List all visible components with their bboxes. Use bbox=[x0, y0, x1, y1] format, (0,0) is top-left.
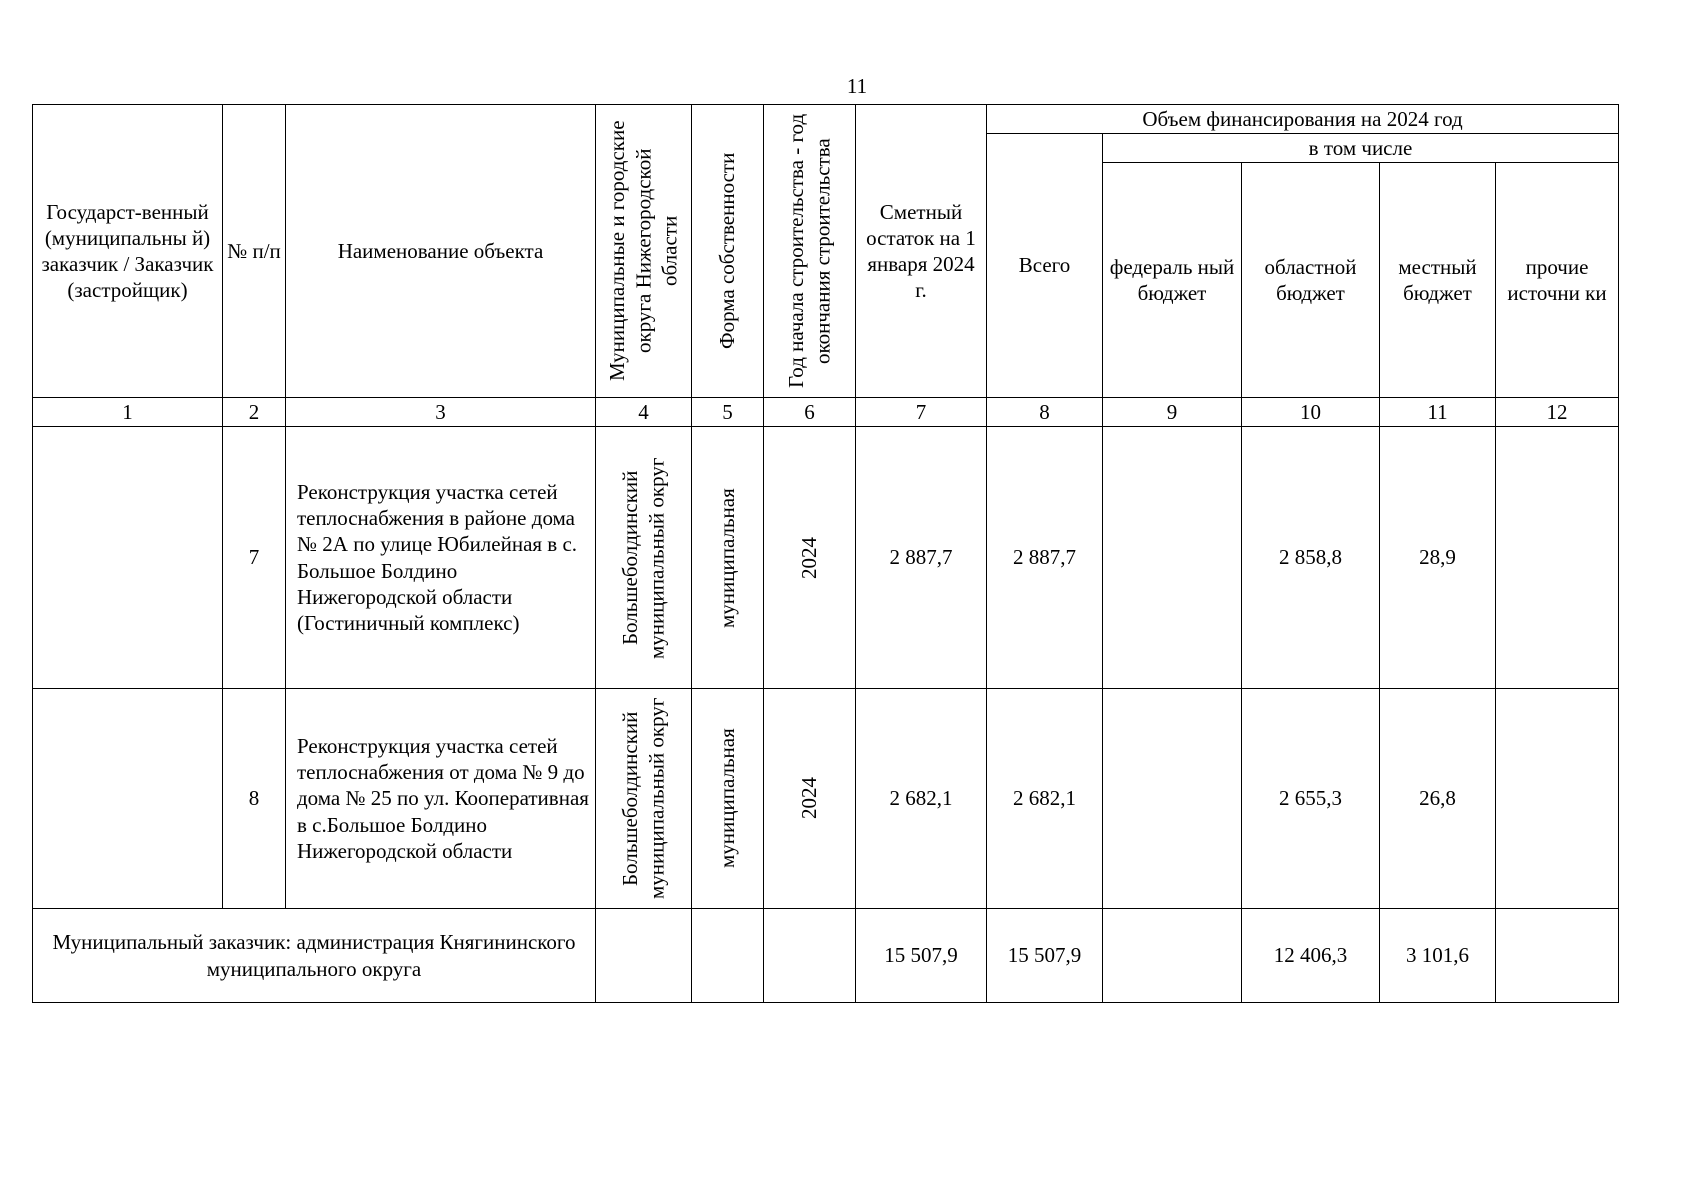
header-regional-budget-label: областной бюджет bbox=[1264, 254, 1357, 305]
row-ownership-label: муниципальная bbox=[715, 487, 740, 628]
page-number: 11 bbox=[846, 74, 868, 98]
row-federal bbox=[1103, 689, 1242, 909]
column-number: 7 bbox=[856, 398, 987, 427]
row-local: 28,9 bbox=[1380, 427, 1496, 689]
row-num: 8 bbox=[223, 689, 286, 909]
header-funding-volume bbox=[987, 105, 1619, 134]
header-other-sources bbox=[1496, 163, 1619, 398]
table-row bbox=[33, 427, 1619, 689]
header-federal-budget-label: федераль ный бюджет bbox=[1109, 254, 1235, 305]
summary-empty-cell bbox=[596, 909, 692, 1003]
row-other bbox=[1496, 427, 1619, 689]
row-district bbox=[596, 689, 692, 909]
header-construction-years bbox=[764, 105, 856, 398]
header-estimated-balance-label: Сметный остаток на 1 января 2024 г. bbox=[866, 199, 976, 303]
column-number: 5 bbox=[692, 398, 764, 427]
row-estimated-balance: 2 682,1 bbox=[856, 689, 987, 909]
header-estimated-balance bbox=[856, 105, 987, 398]
row-years-label: 2024 bbox=[797, 536, 822, 579]
column-number: 4 bbox=[596, 398, 692, 427]
column-number: 2 bbox=[223, 398, 286, 427]
summary-total: 15 507,9 bbox=[987, 909, 1103, 1003]
row-ownership bbox=[692, 689, 764, 909]
column-number: 6 bbox=[764, 398, 856, 427]
header-other-sources-label: прочие источни ки bbox=[1507, 254, 1607, 305]
financing-table bbox=[32, 104, 1619, 1003]
header-ownership-label: Форма собственности bbox=[715, 152, 740, 350]
header-ownership bbox=[692, 105, 764, 398]
summary-other bbox=[1496, 909, 1619, 1003]
summary-empty-cell bbox=[692, 909, 764, 1003]
header-customer-label: Государст-венный (муниципальны й) заказчик / Заказчик (застройщик) bbox=[41, 199, 214, 303]
summary-federal bbox=[1103, 909, 1242, 1003]
header-total-label: Всего bbox=[1018, 253, 1071, 278]
row-object-name: Реконструкция участка сетей теплоснабжения в районе дома № 2А по улице Юбилейная в с. Большое Болдино Нижегородской области (Гостиничный комплекс) bbox=[286, 427, 596, 689]
row-total: 2 682,1 bbox=[987, 689, 1103, 909]
column-number: 9 bbox=[1103, 398, 1242, 427]
column-numbers-row bbox=[33, 398, 1619, 427]
header-customer bbox=[33, 105, 223, 398]
column-number: 11 bbox=[1380, 398, 1496, 427]
header-num-label: № п/п bbox=[227, 238, 281, 263]
header-local-budget-label: местный бюджет bbox=[1398, 254, 1477, 305]
summary-empty-cell bbox=[764, 909, 856, 1003]
row-customer bbox=[33, 427, 223, 689]
row-regional: 2 655,3 bbox=[1242, 689, 1380, 909]
header-object-name-label: Наименование объекта bbox=[337, 238, 544, 263]
table-row bbox=[33, 689, 1619, 909]
header-municipal-districts-label: Муниципальные и городские округа Нижегородской области bbox=[605, 120, 682, 382]
header-including-label: в том числе bbox=[1308, 135, 1413, 160]
row-ownership bbox=[692, 427, 764, 689]
header-including bbox=[1103, 134, 1619, 163]
row-federal bbox=[1103, 427, 1242, 689]
header-federal-budget bbox=[1103, 163, 1242, 398]
row-other bbox=[1496, 689, 1619, 909]
row-years bbox=[764, 427, 856, 689]
row-years-label: 2024 bbox=[797, 777, 822, 820]
header-num bbox=[223, 105, 286, 398]
header-construction-years-label: Год начала строительства - год окончания строительства bbox=[784, 113, 835, 389]
row-ownership-label: муниципальная bbox=[715, 728, 740, 869]
summary-row bbox=[33, 909, 1619, 1003]
row-num: 7 bbox=[223, 427, 286, 689]
header-local-budget bbox=[1380, 163, 1496, 398]
row-estimated-balance: 2 887,7 bbox=[856, 427, 987, 689]
column-number: 10 bbox=[1242, 398, 1380, 427]
column-number: 1 bbox=[33, 398, 223, 427]
row-total: 2 887,7 bbox=[987, 427, 1103, 689]
summary-local: 3 101,6 bbox=[1380, 909, 1496, 1003]
row-years bbox=[764, 689, 856, 909]
summary-label: Муниципальный заказчик: администрация Княгининского муниципального округа bbox=[33, 909, 596, 1003]
header-municipal-districts bbox=[596, 105, 692, 398]
column-number: 12 bbox=[1496, 398, 1619, 427]
row-customer bbox=[33, 689, 223, 909]
header-regional-budget bbox=[1242, 163, 1380, 398]
header-total bbox=[987, 134, 1103, 398]
row-local: 26,8 bbox=[1380, 689, 1496, 909]
header-row-1 bbox=[33, 105, 1619, 134]
row-district bbox=[596, 427, 692, 689]
row-district-label: Большеболдинский муниципальный округ bbox=[618, 456, 669, 659]
column-number: 3 bbox=[286, 398, 596, 427]
summary-regional: 12 406,3 bbox=[1242, 909, 1380, 1003]
row-district-label: Большеболдинский муниципальный округ bbox=[618, 697, 669, 900]
summary-estimated-balance: 15 507,9 bbox=[856, 909, 987, 1003]
header-object-name bbox=[286, 105, 596, 398]
row-object-name: Реконструкция участка сетей теплоснабжения от дома № 9 до дома № 25 по ул. Кооперативная в с.Большое Болдино Нижегородской области bbox=[286, 689, 596, 909]
column-number: 8 bbox=[987, 398, 1103, 427]
row-regional: 2 858,8 bbox=[1242, 427, 1380, 689]
header-funding-volume-label: Объем финансирования на 2024 год bbox=[1142, 106, 1463, 131]
